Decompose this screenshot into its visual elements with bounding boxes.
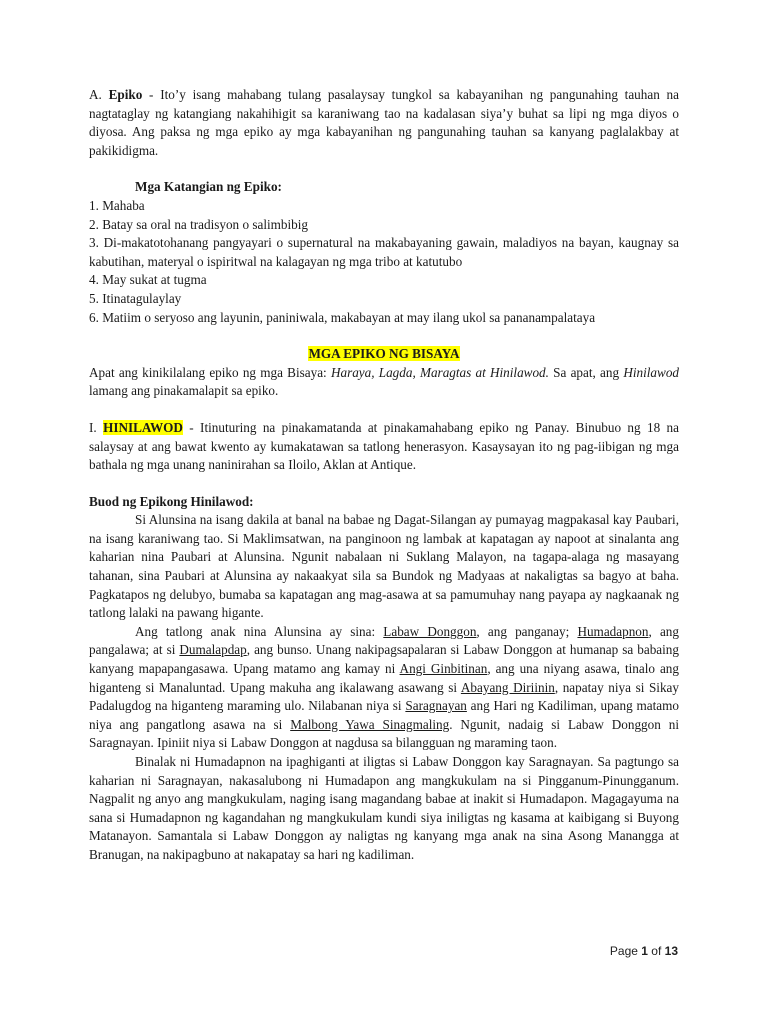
intro-term: Epiko xyxy=(108,87,143,102)
name-dumalapdap: Dumalapdap xyxy=(179,642,247,658)
katangian-list xyxy=(89,197,679,327)
buod-paragraph-3: Binalak ni Humadapnon na ipaghiganti at iligtas si Labaw Donggon kay Saragnayan. Sa pagtungo sa kaharian ni Saragnayan, nakasalubong ni Humadapon ang mangkukulam na si Pingganum-Pinungganum. Nagpalit ng anyo ang mangkukulam, naging isang magandang babae at inakit si Humadapon. Magagayuma na sana si Humadapnon ng kagandahan ng mangkukulam kundi siya iniligtas ng kasama at kaibigang si Buyong Matanayon. Samantala si Labaw Donggon ay naligtas ng kanyang mga anak na sina Asong Manangga at Branugan, na nakipagbuno at nakapatay sa hari ng kadiliman. xyxy=(89,754,679,862)
bisaya-epics: Haraya, Lagda, Maragtas at Hinilawod. xyxy=(330,364,549,380)
text: . Ngunit, nadaig si Labaw Donggon ni Saragnayan. Ipiniit niya si Labaw Donggon at nagdusa sa bilangguan ng maraming taon. xyxy=(89,716,679,751)
bisaya-text-2: Sa apat, ang xyxy=(548,364,624,380)
name-humadapnon: Humadapnon xyxy=(577,623,649,639)
text: Ang tatlong anak nina Alunsina ay sina: xyxy=(135,623,384,639)
name-abayang-diriinin: Abayang Diriinin xyxy=(460,679,555,695)
buod-heading: Buod ng Epikong Hinilawod: xyxy=(89,493,254,509)
text: , ang bunso. Unang nakipagsapalaran si Labaw Donggon at humanap sa babaing kanyang mapapangasawa. Upang matamo ang kamay ni xyxy=(89,642,679,677)
text: , ang panganay; xyxy=(476,623,578,639)
list-item: 6. Matiim o seryoso ang layunin, paniniwala, makabayan at may ilang ukol sa pananampalataya xyxy=(89,309,596,325)
buod-paragraph-1: Si Alunsina na isang dakila at banal na babae ng Dagat-Silangan ay pumayag magpakasal kay Paubari, na isang karaniwang tao. Si Maklimsatwan, na panginoon ng lambak at kapatagan ay napoot at sinalanta ang kaharian nina Paubari at Alunsina. Ngunit nabalaan ni Suklang Malayon, na tagapa-alaga ng masayang tahanan, sina Paubari at Alunsina ay nakaakyat sila sa Bundok ng Madyaas at nakaligtas sa bagyo at baha. Pagkatapos ng delubyo, bumaba sa kapatagan ang mag-asawa at sa pamumuhay nang payapa ay nagkaanak ng tatlong lalaki na pawang higante. xyxy=(89,512,679,621)
intro-text: - Ito’y isang mahabang tulang pasalaysay tungkol sa kabayanihan ng pangunahing tauhan na nagtataglay ng katangiang nakahihigit sa karaniwang tao na kadalasan siya’y buhat sa lipi ng mga diyos o diyosa. Ang paksa ng mga epiko ay mga kabayanihan ng pangunahing tauhan sa kanyang paglalakbay at pakikidigma. xyxy=(89,87,680,158)
list-item: 5. Itinatagulaylay xyxy=(89,290,182,306)
hinilawod-paragraph xyxy=(89,419,679,475)
page-current: 1 xyxy=(641,944,648,958)
page-number xyxy=(610,944,678,958)
name-malbong-yawa-sinagmaling: Malbong Yawa Sinagmaling xyxy=(290,716,450,732)
list-item: 3. Di-makatotohanang pangyayari o supernatural na makabayaning gawain, maladiyos na bayan, kaugnay sa kabutihan, materyal o ispiritwal na kalagayan ng mga tribo at katutubo xyxy=(89,235,679,269)
hinilawod-prefix: I. xyxy=(89,419,104,435)
name-labaw-donggon: Labaw Donggon xyxy=(383,623,477,639)
buod-paragraph-2 xyxy=(89,623,679,753)
hinilawod-text: - Itinuturing na pinakamatanda at pinakamahabang epiko ng Panay. Binubuo ng 18 na salaysay at ang bawat kwento ay kumakatawan sa tatlong henerasyon. Kasaysayan ito ng pag-iibigan ng mga bathala ng mga unang naninirahan sa Iloilo, Aklan at Antique. xyxy=(89,419,679,473)
bisaya-hinilawod: Hinilawod xyxy=(623,364,680,380)
name-saragnayan: Saragnayan xyxy=(405,698,467,714)
bisaya-heading-text: MGA EPIKO NG BISAYA xyxy=(308,346,460,362)
list-item: 1. Mahaba xyxy=(89,197,145,213)
hinilawod-term: HINILAWOD xyxy=(103,419,183,435)
intro-paragraph xyxy=(89,86,679,160)
bisaya-paragraph xyxy=(89,364,679,401)
bisaya-heading xyxy=(89,345,679,364)
name-angi-ginbitinan: Angi Ginbitinan xyxy=(399,661,488,677)
intro-prefix: A. xyxy=(89,87,109,102)
document-body xyxy=(89,86,679,865)
katangian-heading: Mga Katangian ng Epiko: xyxy=(135,179,282,195)
text: ang Hari ng Kadiliman, upang matamo niya ang pangatlong asawa na si xyxy=(89,698,679,732)
text: , napatay niya si Sikay Padalugdog na higanteng maraming ulo. Nilabanan niya si xyxy=(89,679,679,714)
bisaya-text-1: Apat ang kinikilalang epiko ng mga Bisaya: xyxy=(89,364,331,380)
list-item: 4. May sukat at tugma xyxy=(89,272,207,288)
page-label: Page xyxy=(609,944,642,958)
page-total: 13 xyxy=(664,944,678,958)
text: , ang pangalawa; at si xyxy=(89,623,679,658)
text: , ang una niyang asawa, tinalo ang higanteng si Manaluntad. Upang makuha ang ikalawang asawang si xyxy=(89,661,679,695)
page-of: of xyxy=(647,944,665,958)
bisaya-text-3: lamang ang pinakamalapit sa epiko. xyxy=(89,383,279,399)
list-item: 2. Batay sa oral na tradisyon o salimbibig xyxy=(89,216,309,232)
